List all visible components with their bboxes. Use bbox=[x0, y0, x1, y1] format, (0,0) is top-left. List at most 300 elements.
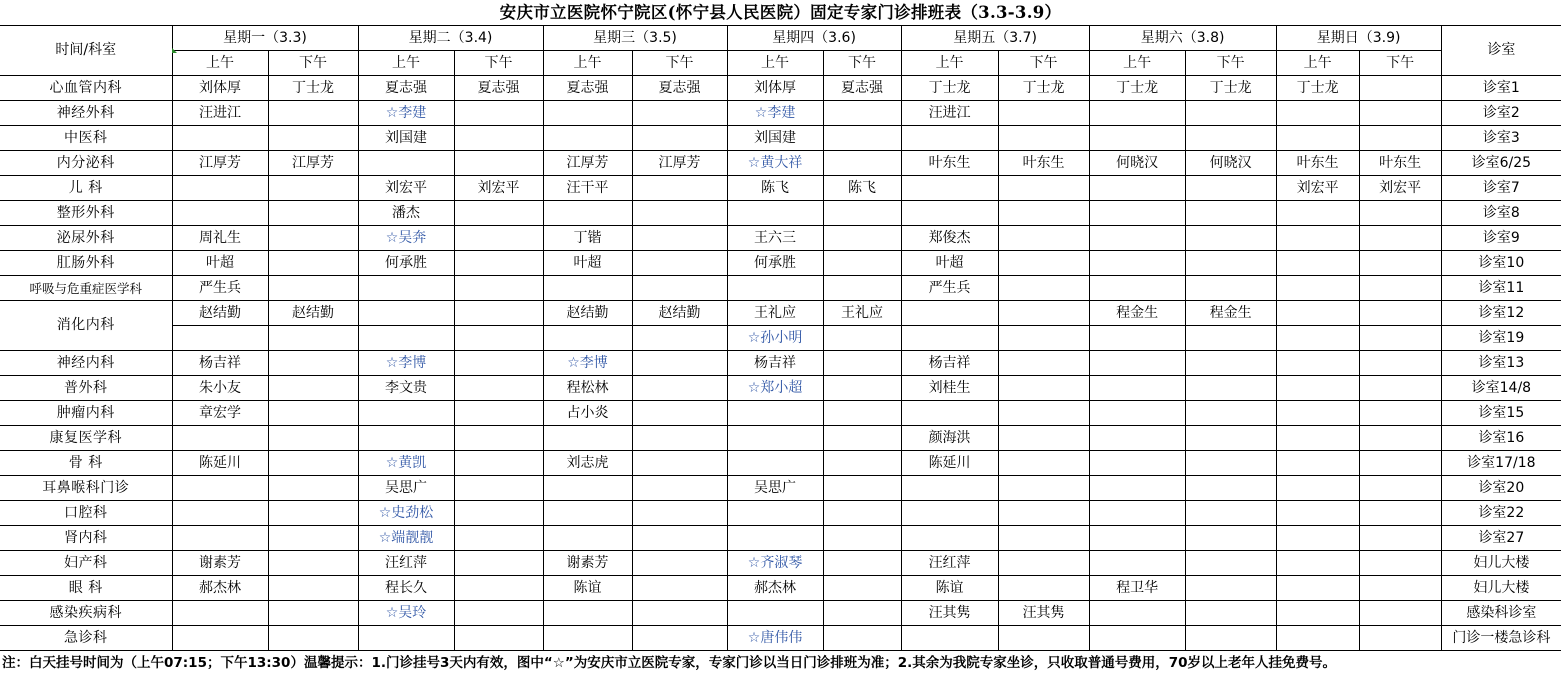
doctor-cell: 丁锴 bbox=[543, 226, 632, 251]
doctor-cell bbox=[1185, 351, 1276, 376]
doctor-cell bbox=[543, 201, 632, 226]
doctor-cell bbox=[901, 476, 998, 501]
room-cell: 诊室14/8 bbox=[1441, 376, 1561, 401]
morning-header: 上午 bbox=[543, 51, 632, 76]
doctor-cell bbox=[1359, 276, 1441, 301]
table-row bbox=[0, 126, 1561, 151]
room-cell: 门诊一楼急诊科 bbox=[1441, 626, 1561, 651]
doctor-cell bbox=[1359, 551, 1441, 576]
doctor-cell bbox=[1276, 276, 1359, 301]
doctor-cell: 程金生 bbox=[1185, 301, 1276, 326]
doctor-cell bbox=[1089, 551, 1185, 576]
afternoon-header: 下午 bbox=[268, 51, 358, 76]
doctor-cell bbox=[998, 576, 1089, 601]
doctor-cell bbox=[1185, 626, 1276, 651]
doctor-cell bbox=[632, 376, 727, 401]
specialist-cell: ☆孙小明 bbox=[727, 326, 823, 351]
doctor-cell: 程金生 bbox=[1089, 301, 1185, 326]
department-cell: 心血管内科 bbox=[0, 76, 172, 101]
doctor-cell bbox=[358, 326, 454, 351]
doctor-cell bbox=[998, 401, 1089, 426]
cell-comment-marker bbox=[172, 48, 177, 53]
doctor-cell bbox=[998, 176, 1089, 201]
room-cell: 诊室22 bbox=[1441, 501, 1561, 526]
doctor-cell: 杨吉祥 bbox=[172, 351, 268, 376]
doctor-cell bbox=[1276, 626, 1359, 651]
doctor-cell: 程松林 bbox=[543, 376, 632, 401]
doctor-cell: 王礼应 bbox=[823, 301, 901, 326]
doctor-cell bbox=[823, 526, 901, 551]
doctor-cell bbox=[543, 476, 632, 501]
specialist-cell: ☆李博 bbox=[358, 351, 454, 376]
doctor-cell bbox=[1089, 626, 1185, 651]
doctor-cell bbox=[632, 201, 727, 226]
doctor-cell bbox=[172, 501, 268, 526]
doctor-cell bbox=[1359, 576, 1441, 601]
department-cell: 中医科 bbox=[0, 126, 172, 151]
doctor-cell bbox=[1359, 426, 1441, 451]
doctor-cell bbox=[823, 501, 901, 526]
doctor-cell bbox=[172, 201, 268, 226]
doctor-cell: 杨吉祥 bbox=[727, 351, 823, 376]
doctor-cell bbox=[1359, 526, 1441, 551]
doctor-cell bbox=[901, 501, 998, 526]
day-header: 星期四（3.6) bbox=[727, 26, 901, 51]
doctor-cell bbox=[632, 576, 727, 601]
department-cell: 感染疾病科 bbox=[0, 601, 172, 626]
doctor-cell: 刘志虎 bbox=[543, 451, 632, 476]
table-row bbox=[0, 176, 1561, 201]
doctor-cell bbox=[632, 226, 727, 251]
doctor-cell: 丁士龙 bbox=[901, 76, 998, 101]
specialist-cell: ☆李建 bbox=[358, 101, 454, 126]
doctor-cell bbox=[1185, 426, 1276, 451]
room-cell: 诊室10 bbox=[1441, 251, 1561, 276]
specialist-cell: ☆吴奔 bbox=[358, 226, 454, 251]
table-row bbox=[0, 226, 1561, 251]
table-row bbox=[0, 251, 1561, 276]
doctor-cell bbox=[543, 501, 632, 526]
doctor-cell bbox=[454, 426, 543, 451]
doctor-cell bbox=[358, 401, 454, 426]
doctor-cell bbox=[1276, 376, 1359, 401]
doctor-cell: 吴思广 bbox=[727, 476, 823, 501]
doctor-cell: 汪红萍 bbox=[358, 551, 454, 576]
doctor-cell bbox=[1185, 551, 1276, 576]
day-header: 星期五（3.7) bbox=[901, 26, 1089, 51]
doctor-cell bbox=[268, 401, 358, 426]
doctor-cell bbox=[823, 576, 901, 601]
doctor-cell bbox=[727, 601, 823, 626]
doctor-cell: 汪其隽 bbox=[901, 601, 998, 626]
doctor-cell bbox=[632, 401, 727, 426]
doctor-cell: 丁士龙 bbox=[1185, 76, 1276, 101]
doctor-cell bbox=[998, 101, 1089, 126]
doctor-cell bbox=[632, 126, 727, 151]
room-cell: 诊室8 bbox=[1441, 201, 1561, 226]
doctor-cell bbox=[901, 401, 998, 426]
doctor-cell bbox=[1359, 451, 1441, 476]
doctor-cell bbox=[268, 551, 358, 576]
doctor-cell bbox=[1089, 226, 1185, 251]
specialist-cell: ☆李建 bbox=[727, 101, 823, 126]
doctor-cell: 丁士龙 bbox=[1276, 76, 1359, 101]
doctor-cell bbox=[358, 626, 454, 651]
doctor-cell bbox=[823, 351, 901, 376]
doctor-cell bbox=[632, 276, 727, 301]
department-cell: 康复医学科 bbox=[0, 426, 172, 451]
doctor-cell: 刘体厚 bbox=[172, 76, 268, 101]
doctor-cell bbox=[1359, 226, 1441, 251]
doctor-cell bbox=[727, 201, 823, 226]
doctor-cell bbox=[1276, 501, 1359, 526]
doctor-cell bbox=[1359, 326, 1441, 351]
doctor-cell bbox=[1089, 426, 1185, 451]
doctor-cell bbox=[998, 201, 1089, 226]
doctor-cell: 赵结勤 bbox=[632, 301, 727, 326]
doctor-cell bbox=[543, 326, 632, 351]
doctor-cell: 占小炎 bbox=[543, 401, 632, 426]
page-title: 安庆市立医院怀宁院区(怀宁县人民医院）固定专家门诊排班表（3.3-3.9） bbox=[0, 0, 1561, 26]
room-cell: 诊室9 bbox=[1441, 226, 1561, 251]
doctor-cell bbox=[268, 451, 358, 476]
doctor-cell bbox=[1276, 126, 1359, 151]
doctor-cell bbox=[1185, 126, 1276, 151]
doctor-cell: 汪进江 bbox=[901, 101, 998, 126]
doctor-cell bbox=[1359, 201, 1441, 226]
doctor-cell bbox=[998, 501, 1089, 526]
doctor-cell bbox=[1089, 126, 1185, 151]
doctor-cell: 丁士龙 bbox=[998, 76, 1089, 101]
doctor-cell: 汪红萍 bbox=[901, 551, 998, 576]
doctor-cell bbox=[1089, 101, 1185, 126]
doctor-cell bbox=[268, 276, 358, 301]
doctor-cell bbox=[1359, 301, 1441, 326]
afternoon-header: 下午 bbox=[454, 51, 543, 76]
table-row bbox=[0, 626, 1561, 651]
doctor-cell bbox=[1089, 276, 1185, 301]
doctor-cell: 颜海洪 bbox=[901, 426, 998, 451]
doctor-cell bbox=[632, 251, 727, 276]
doctor-cell bbox=[823, 426, 901, 451]
room-cell: 诊室13 bbox=[1441, 351, 1561, 376]
room-header: 诊室 bbox=[1441, 26, 1561, 76]
doctor-cell: 夏志强 bbox=[543, 76, 632, 101]
doctor-cell: 江厚芳 bbox=[268, 151, 358, 176]
doctor-cell bbox=[454, 376, 543, 401]
doctor-cell bbox=[901, 201, 998, 226]
doctor-cell bbox=[632, 526, 727, 551]
doctor-cell bbox=[632, 176, 727, 201]
department-cell: 肾内科 bbox=[0, 526, 172, 551]
specialist-cell: ☆史劲松 bbox=[358, 501, 454, 526]
doctor-cell: 陈谊 bbox=[901, 576, 998, 601]
doctor-cell bbox=[454, 451, 543, 476]
doctor-cell: 赵结勤 bbox=[172, 301, 268, 326]
doctor-cell bbox=[543, 601, 632, 626]
doctor-cell bbox=[1276, 476, 1359, 501]
doctor-cell bbox=[998, 351, 1089, 376]
doctor-cell bbox=[1359, 76, 1441, 101]
department-cell: 眼 科 bbox=[0, 576, 172, 601]
department-cell: 口腔科 bbox=[0, 501, 172, 526]
department-cell: 急诊科 bbox=[0, 626, 172, 651]
doctor-cell: 郑俊杰 bbox=[901, 226, 998, 251]
doctor-cell bbox=[1185, 201, 1276, 226]
department-cell: 神经内科 bbox=[0, 351, 172, 376]
department-cell: 泌尿外科 bbox=[0, 226, 172, 251]
doctor-cell bbox=[823, 401, 901, 426]
morning-header: 上午 bbox=[901, 51, 998, 76]
doctor-cell bbox=[1185, 476, 1276, 501]
doctor-cell bbox=[632, 626, 727, 651]
doctor-cell bbox=[998, 551, 1089, 576]
doctor-cell bbox=[1089, 326, 1185, 351]
doctor-cell bbox=[454, 626, 543, 651]
doctor-cell bbox=[172, 476, 268, 501]
room-cell: 诊室27 bbox=[1441, 526, 1561, 551]
doctor-cell bbox=[268, 476, 358, 501]
doctor-cell bbox=[172, 126, 268, 151]
room-cell: 诊室3 bbox=[1441, 126, 1561, 151]
doctor-cell bbox=[823, 226, 901, 251]
specialist-cell: ☆齐淑琴 bbox=[727, 551, 823, 576]
doctor-cell bbox=[632, 601, 727, 626]
schedule-table bbox=[0, 26, 1561, 651]
doctor-cell: 李文贵 bbox=[358, 376, 454, 401]
doctor-cell bbox=[1276, 601, 1359, 626]
room-cell: 诊室19 bbox=[1441, 326, 1561, 351]
room-cell: 妇儿大楼 bbox=[1441, 576, 1561, 601]
room-cell: 诊室15 bbox=[1441, 401, 1561, 426]
doctor-cell bbox=[1359, 401, 1441, 426]
table-row bbox=[0, 601, 1561, 626]
doctor-cell bbox=[1276, 301, 1359, 326]
doctor-cell: 叶超 bbox=[543, 251, 632, 276]
doctor-cell bbox=[901, 176, 998, 201]
doctor-cell: 谢素芳 bbox=[543, 551, 632, 576]
doctor-cell bbox=[901, 626, 998, 651]
doctor-cell bbox=[543, 276, 632, 301]
doctor-cell bbox=[823, 601, 901, 626]
doctor-cell bbox=[998, 376, 1089, 401]
doctor-cell bbox=[1359, 251, 1441, 276]
doctor-cell bbox=[543, 626, 632, 651]
doctor-cell bbox=[1089, 176, 1185, 201]
doctor-cell bbox=[1089, 201, 1185, 226]
doctor-cell: 叶东生 bbox=[901, 151, 998, 176]
doctor-cell bbox=[268, 526, 358, 551]
table-row bbox=[0, 476, 1561, 501]
doctor-cell bbox=[454, 226, 543, 251]
doctor-cell bbox=[358, 426, 454, 451]
doctor-cell: 夏志强 bbox=[358, 76, 454, 101]
doctor-cell: 严生兵 bbox=[172, 276, 268, 301]
doctor-cell: 杨吉祥 bbox=[901, 351, 998, 376]
doctor-cell bbox=[454, 401, 543, 426]
table-row bbox=[0, 276, 1561, 301]
specialist-cell: ☆郑小超 bbox=[727, 376, 823, 401]
doctor-cell bbox=[823, 201, 901, 226]
doctor-cell bbox=[1089, 251, 1185, 276]
doctor-cell bbox=[1185, 251, 1276, 276]
doctor-cell: 何承胜 bbox=[727, 251, 823, 276]
doctor-cell bbox=[454, 251, 543, 276]
doctor-cell bbox=[1359, 351, 1441, 376]
doctor-cell: 赵结勤 bbox=[268, 301, 358, 326]
doctor-cell: 汪进江 bbox=[172, 101, 268, 126]
doctor-cell bbox=[543, 126, 632, 151]
doctor-cell bbox=[268, 251, 358, 276]
doctor-cell bbox=[454, 151, 543, 176]
doctor-cell bbox=[1276, 101, 1359, 126]
doctor-cell bbox=[901, 301, 998, 326]
room-cell: 诊室2 bbox=[1441, 101, 1561, 126]
doctor-cell: 叶东生 bbox=[1276, 151, 1359, 176]
doctor-cell bbox=[1276, 226, 1359, 251]
table-row bbox=[0, 201, 1561, 226]
afternoon-header: 下午 bbox=[1185, 51, 1276, 76]
doctor-cell: 何承胜 bbox=[358, 251, 454, 276]
doctor-cell bbox=[172, 626, 268, 651]
doctor-cell bbox=[901, 326, 998, 351]
table-row bbox=[0, 526, 1561, 551]
doctor-cell: 程卫华 bbox=[1089, 576, 1185, 601]
morning-header: 上午 bbox=[172, 51, 268, 76]
room-cell: 诊室17/18 bbox=[1441, 451, 1561, 476]
doctor-cell bbox=[454, 476, 543, 501]
doctor-cell bbox=[632, 326, 727, 351]
doctor-cell: 郝杰林 bbox=[727, 576, 823, 601]
doctor-cell bbox=[1276, 326, 1359, 351]
doctor-cell bbox=[1089, 401, 1185, 426]
doctor-cell: 陈飞 bbox=[823, 176, 901, 201]
doctor-cell: 严生兵 bbox=[901, 276, 998, 301]
doctor-cell bbox=[632, 351, 727, 376]
doctor-cell bbox=[1359, 101, 1441, 126]
doctor-cell bbox=[632, 101, 727, 126]
department-cell: 呼吸与危重症医学科 bbox=[0, 276, 172, 301]
doctor-cell: 王礼应 bbox=[727, 301, 823, 326]
doctor-cell bbox=[1276, 576, 1359, 601]
specialist-cell: ☆端靓靓 bbox=[358, 526, 454, 551]
doctor-cell bbox=[454, 501, 543, 526]
doctor-cell bbox=[268, 201, 358, 226]
doctor-cell bbox=[1089, 351, 1185, 376]
doctor-cell bbox=[823, 101, 901, 126]
doctor-cell bbox=[998, 426, 1089, 451]
department-cell: 骨 科 bbox=[0, 451, 172, 476]
doctor-cell bbox=[454, 126, 543, 151]
doctor-cell bbox=[1185, 176, 1276, 201]
doctor-cell bbox=[268, 426, 358, 451]
doctor-cell bbox=[632, 426, 727, 451]
doctor-cell bbox=[998, 326, 1089, 351]
doctor-cell bbox=[268, 126, 358, 151]
doctor-cell bbox=[1359, 626, 1441, 651]
doctor-cell bbox=[901, 126, 998, 151]
doctor-cell bbox=[358, 276, 454, 301]
doctor-cell bbox=[172, 526, 268, 551]
department-cell: 普外科 bbox=[0, 376, 172, 401]
doctor-cell: 叶东生 bbox=[998, 151, 1089, 176]
doctor-cell: 江厚芳 bbox=[172, 151, 268, 176]
doctor-cell bbox=[998, 301, 1089, 326]
doctor-cell bbox=[1185, 451, 1276, 476]
header-corner: 时间/科室 bbox=[0, 26, 172, 76]
doctor-cell bbox=[998, 526, 1089, 551]
doctor-cell bbox=[823, 326, 901, 351]
room-cell: 诊室1 bbox=[1441, 76, 1561, 101]
doctor-cell bbox=[1359, 376, 1441, 401]
afternoon-header: 下午 bbox=[1359, 51, 1441, 76]
doctor-cell bbox=[1276, 251, 1359, 276]
doctor-cell: 何晓汉 bbox=[1185, 151, 1276, 176]
doctor-cell bbox=[1089, 476, 1185, 501]
doctor-cell: 刘宏平 bbox=[454, 176, 543, 201]
room-cell: 妇儿大楼 bbox=[1441, 551, 1561, 576]
doctor-cell bbox=[454, 101, 543, 126]
doctor-cell: 刘体厚 bbox=[727, 76, 823, 101]
day-header: 星期三（3.5) bbox=[543, 26, 727, 51]
doctor-cell bbox=[998, 126, 1089, 151]
doctor-cell: 陈飞 bbox=[727, 176, 823, 201]
doctor-cell: 赵结勤 bbox=[543, 301, 632, 326]
doctor-cell: 谢素芳 bbox=[172, 551, 268, 576]
table-row bbox=[0, 451, 1561, 476]
doctor-cell bbox=[454, 551, 543, 576]
room-cell: 诊室20 bbox=[1441, 476, 1561, 501]
doctor-cell bbox=[998, 451, 1089, 476]
room-cell: 感染科诊室 bbox=[1441, 601, 1561, 626]
doctor-cell bbox=[268, 376, 358, 401]
doctor-cell: 叶东生 bbox=[1359, 151, 1441, 176]
day-header: 星期六（3.8) bbox=[1089, 26, 1276, 51]
doctor-cell: 陈谊 bbox=[543, 576, 632, 601]
doctor-cell: 刘国建 bbox=[358, 126, 454, 151]
department-cell: 内分泌科 bbox=[0, 151, 172, 176]
room-cell: 诊室7 bbox=[1441, 176, 1561, 201]
doctor-cell bbox=[1185, 101, 1276, 126]
doctor-cell: 夏志强 bbox=[454, 76, 543, 101]
doctor-cell: 夏志强 bbox=[632, 76, 727, 101]
doctor-cell bbox=[1089, 526, 1185, 551]
doctor-cell bbox=[998, 251, 1089, 276]
day-header: 星期一（3.3) bbox=[172, 26, 358, 51]
doctor-cell bbox=[358, 151, 454, 176]
doctor-cell bbox=[727, 451, 823, 476]
doctor-cell bbox=[632, 551, 727, 576]
doctor-cell bbox=[268, 576, 358, 601]
doctor-cell bbox=[823, 251, 901, 276]
morning-header: 上午 bbox=[727, 51, 823, 76]
doctor-cell bbox=[1276, 401, 1359, 426]
doctor-cell: 汪干平 bbox=[543, 176, 632, 201]
doctor-cell bbox=[454, 526, 543, 551]
doctor-cell bbox=[268, 501, 358, 526]
doctor-cell bbox=[268, 351, 358, 376]
doctor-cell bbox=[998, 276, 1089, 301]
morning-header: 上午 bbox=[1276, 51, 1359, 76]
doctor-cell bbox=[823, 126, 901, 151]
doctor-cell: 刘国建 bbox=[727, 126, 823, 151]
doctor-cell: 叶超 bbox=[901, 251, 998, 276]
doctor-cell bbox=[1185, 326, 1276, 351]
doctor-cell: 丁士龙 bbox=[1089, 76, 1185, 101]
doctor-cell bbox=[1185, 376, 1276, 401]
department-cell: 肿瘤内科 bbox=[0, 401, 172, 426]
table-row bbox=[0, 326, 1561, 351]
